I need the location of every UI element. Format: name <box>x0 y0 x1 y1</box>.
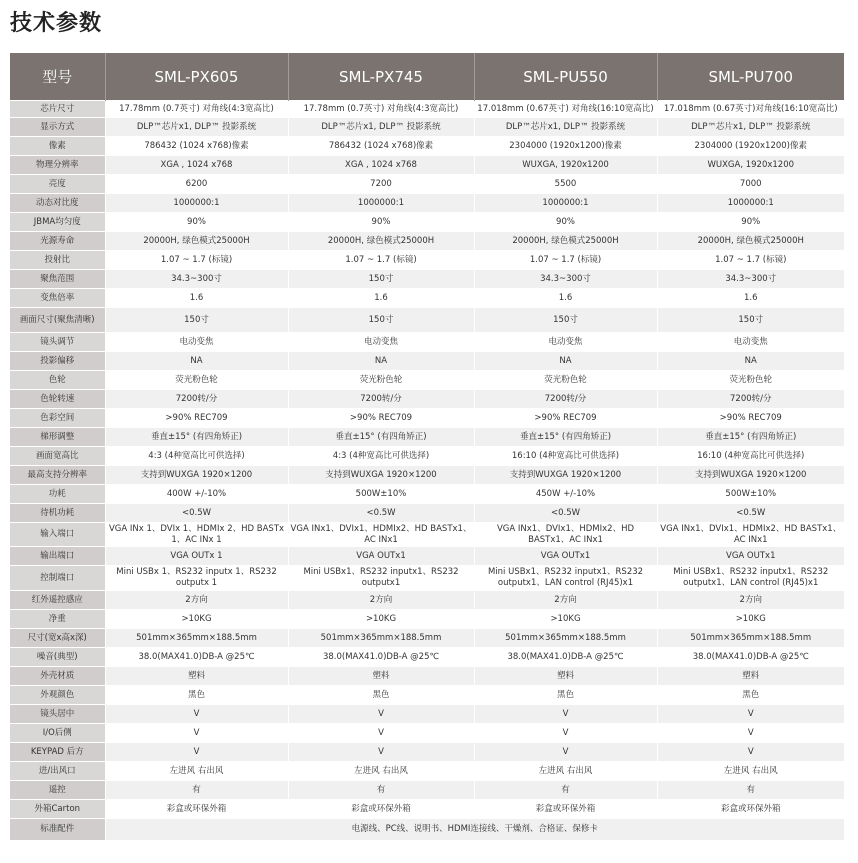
spec-value: 150寸 <box>474 308 657 333</box>
spec-label: 色轮 <box>10 371 105 390</box>
spec-value: 1000000:1 <box>105 194 288 213</box>
spec-value: 1.6 <box>288 289 474 308</box>
spec-value: NA <box>105 352 288 371</box>
spec-label: 进/出风口 <box>10 762 105 781</box>
spec-value: 黑色 <box>657 686 844 705</box>
spec-value: 塑料 <box>105 667 288 686</box>
spec-value: 2304000 (1920x1200)像素 <box>657 137 844 156</box>
header-model-2: SML-PX745 <box>288 53 474 101</box>
spec-row <box>10 390 844 409</box>
spec-row <box>10 409 844 428</box>
spec-value: 500W±10% <box>288 485 474 504</box>
spec-value: 1.6 <box>657 289 844 308</box>
spec-value: NA <box>474 352 657 371</box>
spec-value: 501mm×365mm×188.5mm <box>288 629 474 648</box>
spec-row <box>10 466 844 485</box>
spec-value: 786432 (1024 x768)像素 <box>105 137 288 156</box>
spec-value: Mini USBx 1、RS232 inputx 1、RS232 outputx 1 <box>105 566 288 591</box>
spec-value: 电动变焦 <box>474 333 657 352</box>
spec-row <box>10 251 844 270</box>
spec-label: 画面尺寸(聚焦清晰) <box>10 308 105 333</box>
spec-value: 501mm×365mm×188.5mm <box>474 629 657 648</box>
spec-value: 2方向 <box>474 591 657 610</box>
spec-value: 16:10 (4种宽高比可供选择) <box>657 447 844 466</box>
spec-value: 1.6 <box>105 289 288 308</box>
spec-row <box>10 743 844 762</box>
spec-label: 色彩空间 <box>10 409 105 428</box>
spec-value: 支持到WUXGA 1920×1200 <box>288 466 474 485</box>
spec-value: 黑色 <box>288 686 474 705</box>
spec-value: NA <box>288 352 474 371</box>
spec-value: 1.07 ~ 1.7 (标镜) <box>657 251 844 270</box>
spec-value: >10KG <box>105 610 288 629</box>
spec-value: 垂直±15° (有四角矫正) <box>474 428 657 447</box>
spec-value: 1.07 ~ 1.7 (标镜) <box>474 251 657 270</box>
spec-value: 电动变焦 <box>105 333 288 352</box>
spec-value: V <box>474 705 657 724</box>
spec-value: 90% <box>657 213 844 232</box>
spec-value: VGA OUTx1 <box>474 547 657 566</box>
spec-value: VGA OUTx1 <box>657 547 844 566</box>
header-model-1: SML-PX605 <box>105 53 288 101</box>
spec-table <box>10 53 844 840</box>
spec-value: VGA INx1、DVIx1、HDMIx2、HD BASTx1、AC INx1 <box>657 523 844 547</box>
spec-row <box>10 308 844 333</box>
spec-label: 功耗 <box>10 485 105 504</box>
spec-value: 2方向 <box>288 591 474 610</box>
spec-value: 38.0(MAX41.0)DB-A @25℃ <box>474 648 657 667</box>
spec-value: 400W +/-10% <box>105 485 288 504</box>
spec-value: 17.78mm (0.7英寸) 对角线(4:3宽高比) <box>288 101 474 118</box>
spec-value: DLP™芯片x1, DLP™ 投影系统 <box>474 118 657 137</box>
spec-row <box>10 371 844 390</box>
spec-value: <0.5W <box>474 504 657 523</box>
spec-row <box>10 194 844 213</box>
spec-row <box>10 333 844 352</box>
spec-label: 像素 <box>10 137 105 156</box>
spec-label: 投影偏移 <box>10 352 105 371</box>
spec-label: 梯形调整 <box>10 428 105 447</box>
spec-value: 左进风 右出风 <box>474 762 657 781</box>
spec-value: V <box>105 724 288 743</box>
spec-value: 1.6 <box>474 289 657 308</box>
spec-value: 有 <box>657 781 844 800</box>
accessories-value: 电源线、PC线、说明书、HDMI连接线、干燥剂、合格证、保修卡 <box>105 819 844 840</box>
spec-value: 150寸 <box>657 308 844 333</box>
spec-row <box>10 724 844 743</box>
spec-value: 5500 <box>474 175 657 194</box>
header-model-label: 型号 <box>10 53 105 101</box>
spec-row <box>10 428 844 447</box>
spec-value: V <box>288 743 474 762</box>
spec-value: XGA , 1024 x768 <box>288 156 474 175</box>
spec-value: 150寸 <box>105 308 288 333</box>
spec-row <box>10 137 844 156</box>
spec-label: 芯片尺寸 <box>10 101 105 118</box>
spec-value: 有 <box>474 781 657 800</box>
spec-value: >90% REC709 <box>657 409 844 428</box>
spec-row <box>10 629 844 648</box>
spec-value: V <box>288 705 474 724</box>
spec-label: JBMA均匀度 <box>10 213 105 232</box>
spec-value: 黑色 <box>105 686 288 705</box>
spec-label: 最高支持分辨率 <box>10 466 105 485</box>
spec-value: 38.0(MAX41.0)DB-A @25℃ <box>288 648 474 667</box>
spec-value: 彩盒或环保外箱 <box>657 800 844 819</box>
spec-value: 501mm×365mm×188.5mm <box>105 629 288 648</box>
spec-row <box>10 504 844 523</box>
spec-value: V <box>105 743 288 762</box>
spec-value: 1000000:1 <box>657 194 844 213</box>
spec-value: VGA OUTx 1 <box>105 547 288 566</box>
spec-value: 17.018mm (0.67英寸)对角线(16:10宽高比) <box>657 101 844 118</box>
spec-value: VGA OUTx1 <box>288 547 474 566</box>
spec-label: 光源寿命 <box>10 232 105 251</box>
spec-row <box>10 232 844 251</box>
spec-value: >10KG <box>288 610 474 629</box>
spec-value: 彩盒或环保外箱 <box>288 800 474 819</box>
spec-value: 1000000:1 <box>474 194 657 213</box>
spec-value: V <box>657 724 844 743</box>
spec-value: 塑料 <box>288 667 474 686</box>
spec-label: 标准配件 <box>10 819 105 840</box>
spec-value: 2方向 <box>105 591 288 610</box>
spec-value: XGA , 1024 x768 <box>105 156 288 175</box>
spec-value: 电动变焦 <box>657 333 844 352</box>
header-model-4: SML-PU700 <box>657 53 844 101</box>
spec-value: 彩盒或环保外箱 <box>474 800 657 819</box>
spec-value: V <box>657 705 844 724</box>
spec-row <box>10 213 844 232</box>
spec-label: 红外遥控感应 <box>10 591 105 610</box>
spec-value: 34.3~300寸 <box>474 270 657 289</box>
spec-label: 物理分辨率 <box>10 156 105 175</box>
spec-row <box>10 289 844 308</box>
spec-value: WUXGA, 1920x1200 <box>474 156 657 175</box>
spec-value: >90% REC709 <box>288 409 474 428</box>
spec-value: DLP™芯片x1, DLP™ 投影系统 <box>105 118 288 137</box>
spec-value: 450W +/-10% <box>474 485 657 504</box>
spec-value: 7200 <box>288 175 474 194</box>
spec-value: V <box>105 705 288 724</box>
spec-value: V <box>657 743 844 762</box>
spec-value: 荧光粉色轮 <box>474 371 657 390</box>
spec-value: V <box>474 724 657 743</box>
spec-value: NA <box>657 352 844 371</box>
spec-row <box>10 523 844 547</box>
spec-row <box>10 156 844 175</box>
spec-value: VGA INx 1、DVIx 1、HDMIx 2、HD BASTx 1、AC INx 1 <box>105 523 288 547</box>
spec-value: 塑料 <box>474 667 657 686</box>
spec-value: 7200转/分 <box>474 390 657 409</box>
spec-value: 7200转/分 <box>288 390 474 409</box>
spec-value: <0.5W <box>657 504 844 523</box>
spec-value: 左进风 右出风 <box>288 762 474 781</box>
spec-value: VGA INx1、DVIx1、HDMIx2、HD BASTx1、AC INx1 <box>288 523 474 547</box>
spec-value: 1000000:1 <box>288 194 474 213</box>
spec-value: 支持到WUXGA 1920×1200 <box>657 466 844 485</box>
spec-row <box>10 705 844 724</box>
spec-value: 荧光粉色轮 <box>657 371 844 390</box>
spec-label: KEYPAD 后方 <box>10 743 105 762</box>
spec-row <box>10 781 844 800</box>
spec-value: 20000H, 绿色模式25000H <box>474 232 657 251</box>
spec-value: 20000H, 绿色模式25000H <box>105 232 288 251</box>
spec-row <box>10 447 844 466</box>
spec-value: Mini USBx1、RS232 inputx1、RS232 outputx1 <box>288 566 474 591</box>
spec-value: 16:10 (4种宽高比可供选择) <box>474 447 657 466</box>
spec-label: 镜头居中 <box>10 705 105 724</box>
spec-value: 有 <box>105 781 288 800</box>
spec-value: 501mm×365mm×188.5mm <box>657 629 844 648</box>
spec-value: <0.5W <box>105 504 288 523</box>
spec-row <box>10 175 844 194</box>
spec-value: 20000H, 绿色模式25000H <box>657 232 844 251</box>
spec-row <box>10 566 844 591</box>
spec-label: 噪音(典型) <box>10 648 105 667</box>
spec-value: 90% <box>105 213 288 232</box>
spec-label: 亮度 <box>10 175 105 194</box>
spec-row <box>10 485 844 504</box>
spec-value: 支持到WUXGA 1920×1200 <box>105 466 288 485</box>
spec-row <box>10 591 844 610</box>
spec-label: 外箱Carton <box>10 800 105 819</box>
spec-value: >90% REC709 <box>474 409 657 428</box>
spec-label: 变焦倍率 <box>10 289 105 308</box>
spec-label: 显示方式 <box>10 118 105 137</box>
spec-value: 彩盒或环保外箱 <box>105 800 288 819</box>
spec-row <box>10 800 844 819</box>
spec-label: 待机功耗 <box>10 504 105 523</box>
spec-value: 垂直±15° (有四角矫正) <box>105 428 288 447</box>
spec-row <box>10 352 844 371</box>
spec-value: VGA INx1、DVIx1、HDMIx2、HD BASTx1、AC INx1 <box>474 523 657 547</box>
spec-row <box>10 762 844 781</box>
spec-value: 7000 <box>657 175 844 194</box>
spec-value: 有 <box>288 781 474 800</box>
spec-value: 150寸 <box>288 308 474 333</box>
spec-label: 画面宽高比 <box>10 447 105 466</box>
spec-row <box>10 648 844 667</box>
spec-value: Mini USBx1、RS232 inputx1、RS232 outputx1、LAN control (RJ45)x1 <box>474 566 657 591</box>
spec-value: 500W±10% <box>657 485 844 504</box>
spec-value: 左进风 右出风 <box>105 762 288 781</box>
spec-label: 投射比 <box>10 251 105 270</box>
spec-value: 150寸 <box>288 270 474 289</box>
spec-label: 动态对比度 <box>10 194 105 213</box>
spec-value: 垂直±15° (有四角矫正) <box>288 428 474 447</box>
spec-value: >10KG <box>657 610 844 629</box>
spec-value: 荧光粉色轮 <box>288 371 474 390</box>
spec-value: V <box>474 743 657 762</box>
page-title: 技术参数 <box>10 11 103 36</box>
spec-label: 外观颜色 <box>10 686 105 705</box>
spec-value: 电动变焦 <box>288 333 474 352</box>
spec-label: 控制端口 <box>10 566 105 591</box>
spec-value: 1.07 ~ 1.7 (标镜) <box>105 251 288 270</box>
spec-value: 垂直±15° (有四角矫正) <box>657 428 844 447</box>
spec-value: 90% <box>474 213 657 232</box>
spec-row <box>10 101 844 118</box>
spec-label: 镜头调节 <box>10 333 105 352</box>
spec-value: >10KG <box>474 610 657 629</box>
spec-value: 34.3~300寸 <box>657 270 844 289</box>
spec-value: 7200转/分 <box>105 390 288 409</box>
spec-value: 90% <box>288 213 474 232</box>
spec-value: 黑色 <box>474 686 657 705</box>
spec-label: 尺寸(宽x高x深) <box>10 629 105 648</box>
spec-label: 输出端口 <box>10 547 105 566</box>
spec-value: 荧光粉色轮 <box>105 371 288 390</box>
spec-value: 4:3 (4种宽高比可供选择) <box>105 447 288 466</box>
spec-value: 塑料 <box>657 667 844 686</box>
spec-label: 聚焦范围 <box>10 270 105 289</box>
spec-row <box>10 118 844 137</box>
spec-value: 2方向 <box>657 591 844 610</box>
spec-label: 外壳材质 <box>10 667 105 686</box>
spec-value: 7200转/分 <box>657 390 844 409</box>
spec-value: DLP™芯片x1, DLP™ 投影系统 <box>657 118 844 137</box>
spec-label: I/O后侧 <box>10 724 105 743</box>
spec-value: 17.78mm (0.7英寸) 对角线(4:3宽高比) <box>105 101 288 118</box>
spec-value: 2304000 (1920x1200)像素 <box>474 137 657 156</box>
spec-value: WUXGA, 1920x1200 <box>657 156 844 175</box>
spec-value: 786432 (1024 x768)像素 <box>288 137 474 156</box>
spec-value: 4:3 (4种宽高比可供选择) <box>288 447 474 466</box>
spec-value: 6200 <box>105 175 288 194</box>
spec-value: 左进风 右出风 <box>657 762 844 781</box>
spec-value: 1.07 ~ 1.7 (标镜) <box>288 251 474 270</box>
spec-value: >90% REC709 <box>105 409 288 428</box>
header-model-3: SML-PU550 <box>474 53 657 101</box>
spec-row <box>10 667 844 686</box>
spec-value: V <box>288 724 474 743</box>
spec-value: DLP™芯片x1, DLP™ 投影系统 <box>288 118 474 137</box>
spec-value: <0.5W <box>288 504 474 523</box>
spec-value: Mini USBx1、RS232 inputx1、RS232 outputx1、LAN control (RJ45)x1 <box>657 566 844 591</box>
accessories-row <box>10 819 844 840</box>
spec-value: 38.0(MAX41.0)DB-A @25℃ <box>657 648 844 667</box>
spec-row <box>10 686 844 705</box>
spec-value: 20000H, 绿色模式25000H <box>288 232 474 251</box>
spec-row <box>10 610 844 629</box>
spec-value: 34.3~300寸 <box>105 270 288 289</box>
spec-row <box>10 547 844 566</box>
spec-label: 净重 <box>10 610 105 629</box>
header-row <box>10 53 844 101</box>
spec-label: 遥控 <box>10 781 105 800</box>
spec-value: 17.018mm (0.67英寸) 对角线(16:10宽高比) <box>474 101 657 118</box>
spec-value: 支持到WUXGA 1920×1200 <box>474 466 657 485</box>
spec-row <box>10 270 844 289</box>
spec-value: 38.0(MAX41.0)DB-A @25℃ <box>105 648 288 667</box>
spec-label: 色轮转速 <box>10 390 105 409</box>
spec-label: 输入端口 <box>10 523 105 547</box>
